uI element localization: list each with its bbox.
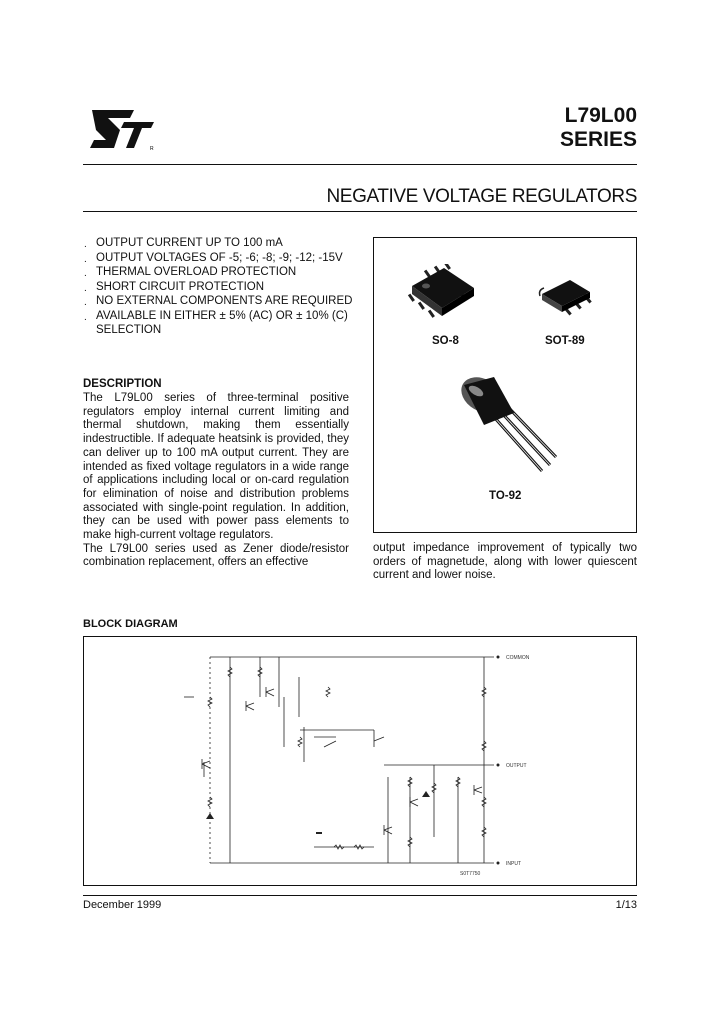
- sot89-package-image: [536, 278, 606, 324]
- series-label: SERIES: [559, 128, 637, 151]
- description-paragraph: The L79L00 series of three-terminal positive regulators employ internal current limiting and thermal shutdown, making them essentially indestructible. If adequate heatsink is provided, they can deliver up to 100 mA output current. They are intended as fixed voltage regulators in a wide range of applications including local or on-card regulation for elimination of noise and distribution problems associated with single-point regulation. In addition, they can be used with power pass elements to make high-current voltage regulators.: [83, 392, 349, 542]
- footer-date: December 1999: [83, 899, 162, 911]
- description-heading: DESCRIPTION: [83, 378, 162, 390]
- block-diagram-frame: [83, 636, 637, 886]
- so8-label: SO-8: [432, 335, 459, 347]
- svg-text:R: R: [150, 146, 154, 152]
- block-diagram-input-label: INPUT: [506, 861, 521, 867]
- block-diagram-code: S0T7750: [460, 871, 481, 877]
- block-diagram-output-label: OUTPUT: [506, 763, 527, 769]
- feature-item: . THERMAL OVERLOAD PROTECTION: [83, 265, 353, 280]
- feature-item: . OUTPUT CURRENT UP TO 100 mA: [83, 236, 353, 251]
- page-title: NEGATIVE VOLTAGE REGULATORS: [326, 186, 637, 207]
- feature-item: . AVAILABLE IN EITHER ± 5% (AC) OR ± 10% (C) SELECTION: [83, 309, 353, 338]
- description-continuation: output impedance improvement of typically two orders of magnetude, along with lower quiescent current and lower noise.: [373, 542, 637, 582]
- block-diagram-heading: BLOCK DIAGRAM: [83, 618, 178, 630]
- to92-label: TO-92: [489, 490, 522, 502]
- to92-package-image: [454, 373, 564, 483]
- package-box: [373, 237, 637, 533]
- description-paragraph: The L79L00 series used as Zener diode/resistor combination replacement, offers an effective: [83, 542, 349, 569]
- part-number: L79L00: [564, 104, 637, 127]
- block-diagram-common-label: COMMON: [506, 655, 530, 661]
- feature-item: . SHORT CIRCUIT PROTECTION: [83, 280, 353, 295]
- so8-package-image: [404, 264, 484, 324]
- header-rule-top: [83, 164, 637, 165]
- header-rule-bottom: [83, 211, 637, 212]
- footer-page-number: 1/13: [615, 899, 637, 911]
- footer-rule: [83, 895, 637, 896]
- block-diagram-schematic: [84, 637, 636, 885]
- st-logo: [84, 104, 160, 154]
- description-body: [83, 392, 349, 570]
- sot89-label: SOT-89: [545, 335, 585, 347]
- feature-item: . NO EXTERNAL COMPONENTS ARE REQUIRED: [83, 294, 353, 309]
- feature-list: [83, 236, 353, 338]
- feature-item: . OUTPUT VOLTAGES OF -5; -6; -8; -9; -12; -15V: [83, 251, 353, 266]
